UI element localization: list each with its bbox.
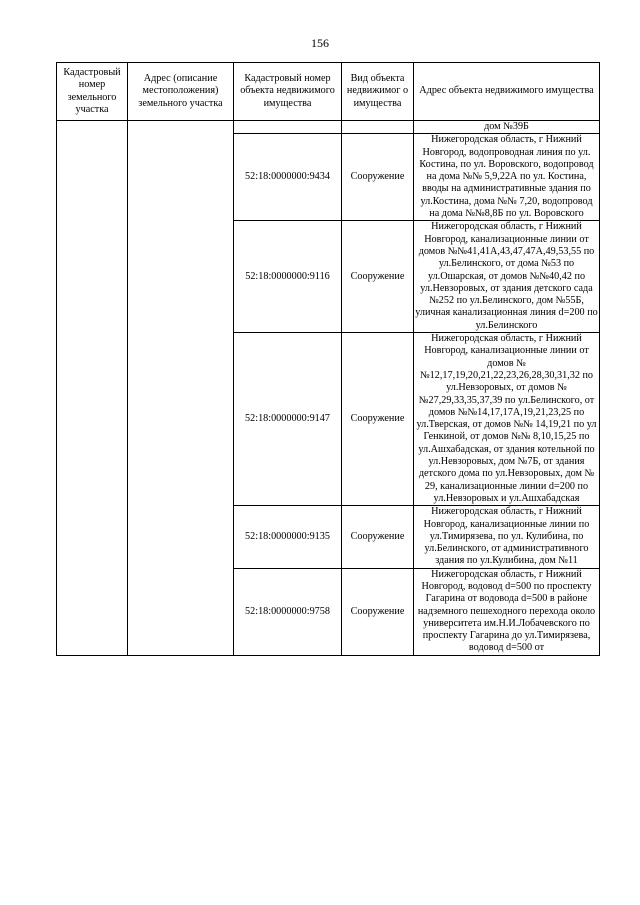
property-table [56, 62, 600, 656]
object-type-cell: Сооружение [342, 221, 414, 333]
header-object-cadastral-number: Кадастровый номер объекта недвижимого имущества [234, 63, 342, 121]
header-land-address: Адрес (описание местоположения) земельного участка [128, 63, 234, 121]
object-address-cell: Нижегородская область, г Нижний Новгород, канализационные линии от домов №№41,41А,43,47,47А,49,53,55 по ул.Белинского, от дома №53 по ул.Ошарская, от домов №№40,42 по ул.Невзоровых, от здания детского сада №252 по ул.Белинского, дом №55Б, уличная канализационная линия d=200 по ул.Белинского [415, 221, 598, 331]
header-object-type: Вид объекта недвижимог о имущества [342, 63, 414, 121]
object-cadastral-number-cell: 52:18:0000000:9434 [234, 134, 342, 221]
object-cadastral-number-cell: 52:18:0000000:9135 [234, 506, 342, 568]
object-cadastral-number-cell: 52:18:0000000:9758 [234, 568, 342, 655]
object-address-cell: Нижегородская область, г Нижний Новгород, водопроводная линия по ул. Костина, по ул. Воровского, водопровод на дома №№ 5,9,22А по ул. Костина, вводы на административные здания по ул.Костина, дома №№ 7,20, водопровод на дома №№8,8Б по ул. Воровского [414, 134, 600, 221]
object-address-cell: Нижегородская область, г Нижний Новгород, канализационные линии от домов №№12,17,19,20,21,22,23,26,28,30,31,32 по ул.Невзоровых, от домов №№27,29,33,35,37,39 по ул.Белинского, от домов №№14,17,17А,19,21,23,25 по ул.Тверская, от домов №№ 14,19,21 по ул Генкиной, от домов №№ 8,10,15,25 по ул.Ашхабадская, от здания котельной по ул.Невзоровых, дом №7Б, от здания детского дома по ул.Невзоровых, дом № 29, канализационные линии d=200 по ул.Невзоровых и ул.Ашхабадская [414, 333, 600, 506]
object-address-cell: Нижегородская область, г Нижний Новгород, водовод d=500 по проспекту Гагарина от водовода d=500 в районе надземного пешеходного перехода около университета им.Н.И.Лобачевского по проспекту Гагарина до ул.Тимирязева, водовод d=500 от [414, 568, 600, 655]
object-type-cell [342, 121, 414, 134]
header-land-cadastral-number: Кадастровый номер земельного участка [57, 63, 128, 121]
object-type-cell: Сооружение [342, 134, 414, 221]
object-type-cell: Сооружение [342, 568, 414, 655]
table-row-continuation [57, 121, 600, 134]
object-cadastral-number-cell: 52:18:0000000:9116 [234, 221, 342, 333]
object-type-cell: Сооружение [342, 333, 414, 506]
object-cadastral-number-cell [234, 121, 342, 134]
land-address-cell [128, 121, 234, 656]
page-number: 156 [311, 36, 329, 50]
object-type-cell: Сооружение [342, 506, 414, 568]
header-object-address: Адрес объекта недвижимого имущества [414, 63, 600, 121]
land-cadastral-number-cell [57, 121, 128, 656]
object-address-cell: Нижегородская область, г Нижний Новгород, канализационные линии по ул.Тимирязева, по ул. Кулибина, по ул.Белинского, от административного здания по ул.Кулибина, дом №11 [414, 506, 600, 568]
object-address-cell: дом №39Б [414, 121, 600, 134]
object-cadastral-number-cell: 52:18:0000000:9147 [234, 333, 342, 506]
table-header-row [57, 63, 600, 121]
